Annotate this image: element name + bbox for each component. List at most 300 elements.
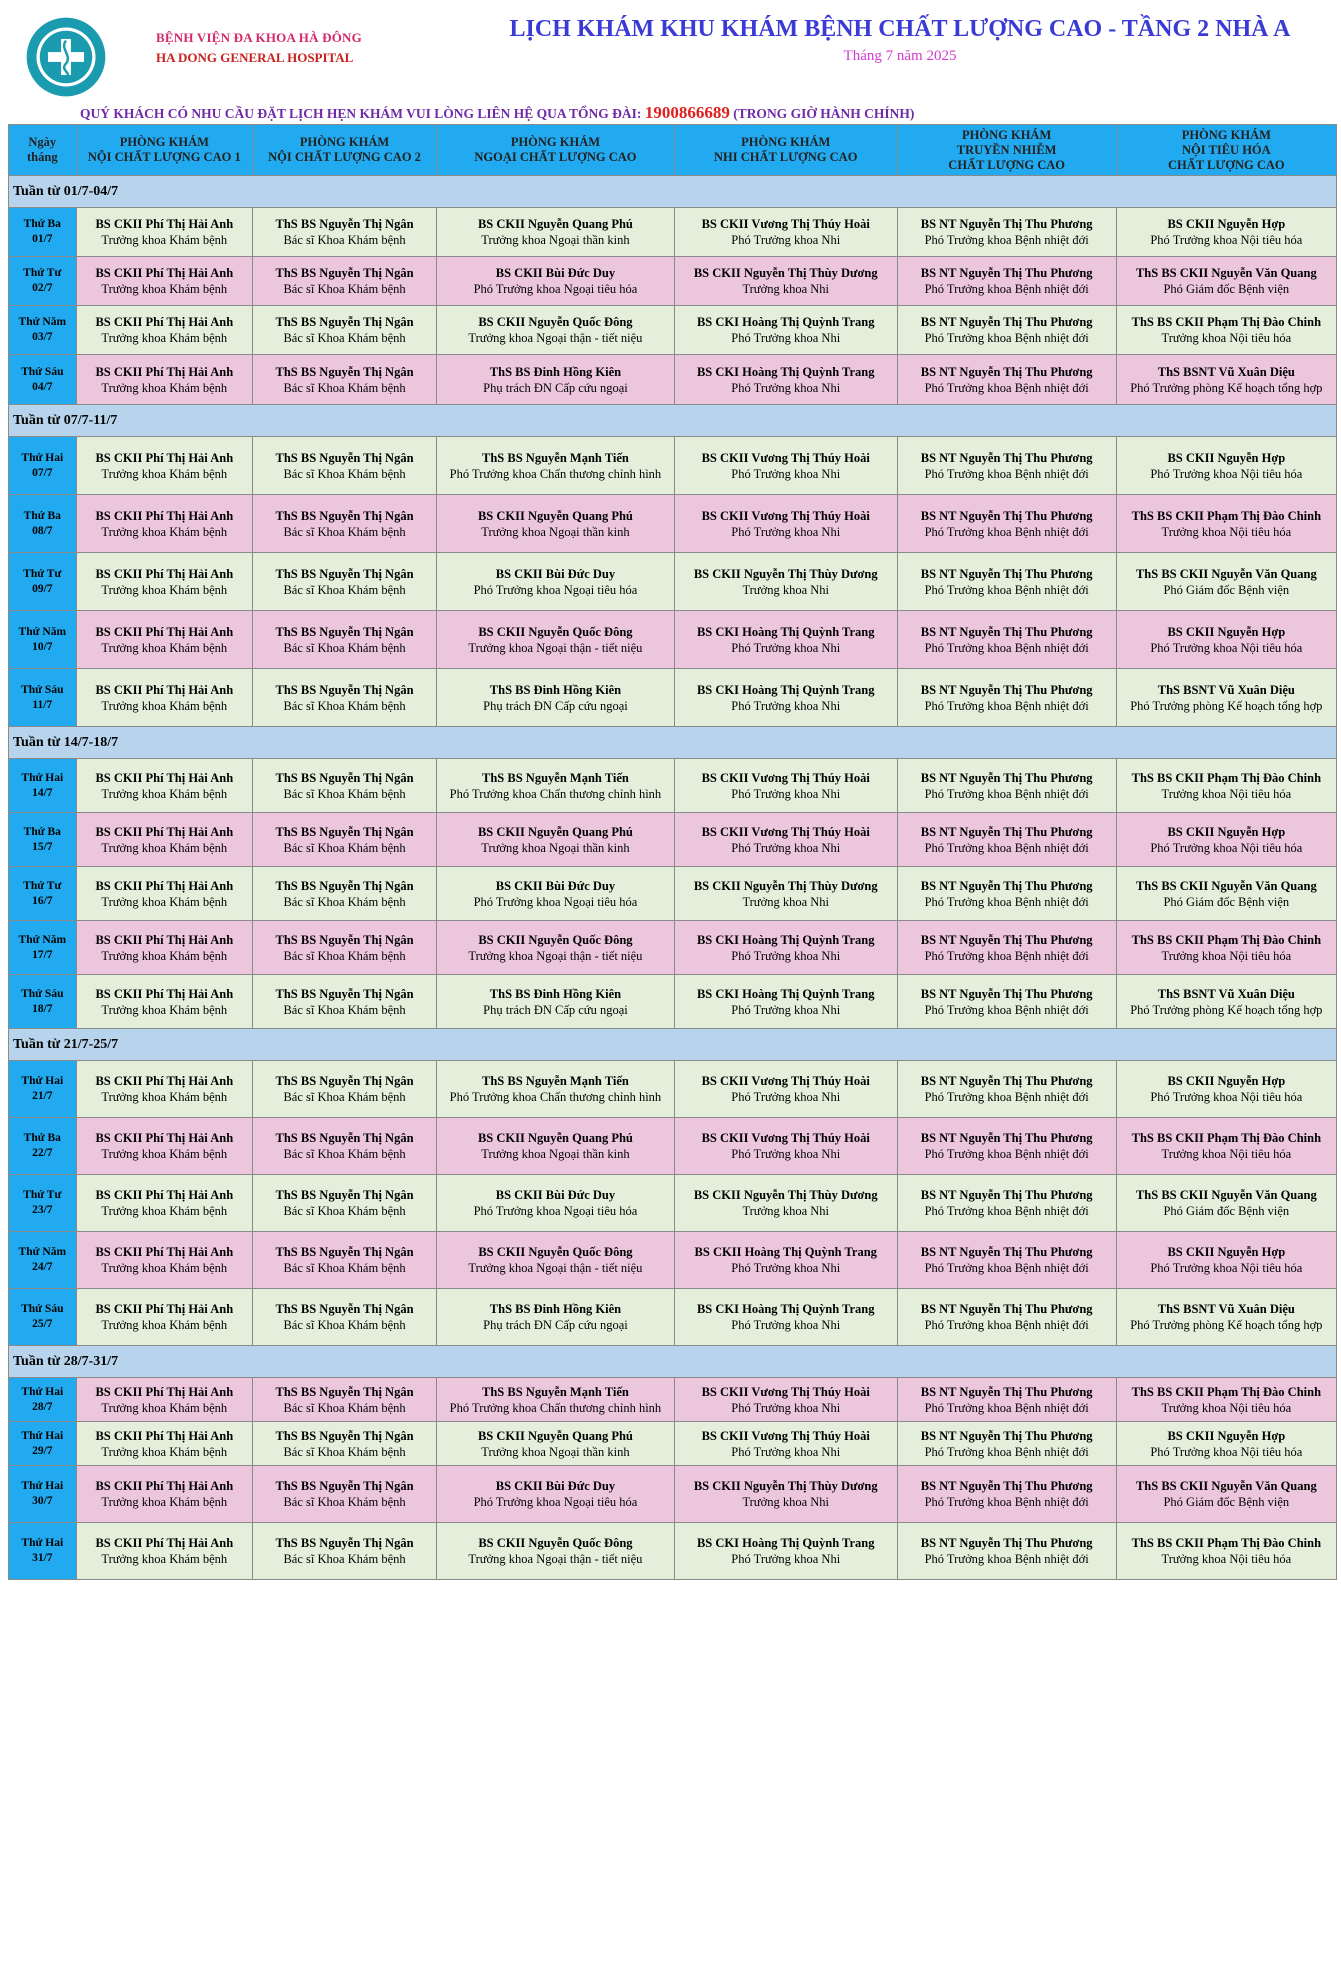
doctor-cell	[76, 611, 252, 669]
doctor-cell	[437, 1232, 675, 1289]
doctor-cell	[897, 1061, 1116, 1118]
doctor-title: Bác sĩ Khoa Khám bệnh	[283, 524, 406, 539]
weekday-label: Thứ Sáu	[21, 683, 64, 696]
doctor-name: BS CKII Nguyễn Thị Thùy Dương	[693, 878, 878, 893]
doctor-title: Trưởng khoa Nhi	[742, 894, 829, 909]
page-title: LỊCH KHÁM KHU KHÁM BỆNH CHẤT LƯỢNG CAO - TẦNG 2 NHÀ A	[509, 16, 1291, 42]
doctor-title: Phụ trách ĐN Cấp cứu ngoại	[483, 1318, 628, 1332]
doctor-name: BS CKII Phí Thị Hải Anh	[95, 986, 234, 1001]
doctor-title: Phó Trưởng khoa Bệnh nhiệt đới	[924, 1147, 1089, 1161]
doctor-title: Trưởng khoa Khám bệnh	[101, 1318, 228, 1332]
doctor-name: BS CKII Nguyễn Quang Phú	[477, 1131, 633, 1145]
column-header-line: PHÒNG KHÁM	[119, 135, 209, 149]
booking-notice	[80, 103, 914, 123]
doctor-name: BS CKII Nguyễn Hợp	[1167, 624, 1286, 639]
doctor-title: Phó Trưởng khoa Nhi	[731, 1400, 841, 1415]
doctor-title: Bác sĩ Khoa Khám bệnh	[283, 466, 406, 481]
doctor-cell	[437, 1466, 675, 1523]
doctor-name: ThS BS CKII Phạm Thị Đào Chinh	[1131, 315, 1322, 329]
doctor-name: ThS BS Nguyễn Thị Ngân	[275, 624, 414, 639]
doctor-cell	[437, 437, 675, 495]
doctor-cell	[76, 1118, 252, 1175]
date-label: 14/7	[32, 786, 53, 799]
table-row	[9, 759, 1337, 813]
doctor-title: Trưởng khoa Ngoại thận - tiết niệu	[468, 640, 643, 655]
doctor-cell	[76, 975, 252, 1029]
doctor-cell	[76, 1523, 252, 1580]
doctor-title: Trưởng khoa Ngoại thận - tiết niệu	[468, 948, 643, 963]
doctor-title: Bác sĩ Khoa Khám bệnh	[283, 1204, 406, 1218]
doctor-name: ThS BS Nguyễn Thị Ngân	[275, 770, 414, 785]
doctor-cell	[76, 1378, 252, 1422]
doctor-name: BS CKII Phí Thị Hải Anh	[95, 824, 234, 839]
doctor-name: BS CKI Hoàng Thị Quỳnh Trang	[696, 624, 875, 639]
doctor-cell	[674, 1289, 897, 1346]
doctor-name: ThS BS Nguyễn Thị Ngân	[275, 364, 414, 379]
doctor-name: BS CKII Phí Thị Hải Anh	[95, 217, 234, 231]
doctor-cell	[1116, 257, 1336, 306]
doctor-name: BS CKII Nguyễn Quốc Đông	[478, 315, 633, 329]
doctor-name: ThS BS CKII Phạm Thị Đào Chinh	[1131, 1384, 1322, 1399]
table-row	[9, 355, 1337, 405]
doctor-cell	[897, 867, 1116, 921]
doctor-cell	[437, 759, 675, 813]
doctor-name: BS NT Nguyễn Thị Thu Phương	[920, 1131, 1093, 1145]
doctor-cell	[674, 921, 897, 975]
doctor-cell	[253, 355, 437, 405]
doctor-title: Bác sĩ Khoa Khám bệnh	[283, 1002, 406, 1017]
doctor-title: Trưởng khoa Khám bệnh	[101, 331, 228, 345]
date-label: 01/7	[32, 233, 53, 245]
doctor-title: Phó Trưởng khoa Bệnh nhiệt đới	[924, 1552, 1089, 1566]
day-cell	[9, 1523, 77, 1580]
doctor-title: Bác sĩ Khoa Khám bệnh	[283, 894, 406, 909]
doctor-name: BS NT Nguyễn Thị Thu Phương	[920, 682, 1093, 697]
doctor-title: Phó Trưởng khoa Bệnh nhiệt đới	[924, 282, 1089, 296]
date-label: 03/7	[32, 331, 53, 343]
doctor-title: Phó Trưởng khoa Bệnh nhiệt đới	[924, 1444, 1089, 1459]
doctor-cell	[897, 495, 1116, 553]
doctor-name: ThS BS CKII Phạm Thị Đào Chinh	[1131, 1131, 1322, 1145]
doctor-title: Trưởng khoa Ngoại thận - tiết niệu	[468, 331, 643, 345]
table-row	[9, 1523, 1337, 1580]
doctor-name: ThS BS CKII Phạm Thị Đào Chinh	[1131, 508, 1322, 523]
doctor-title: Trưởng khoa Khám bệnh	[101, 1147, 228, 1161]
doctor-title: Phó Trưởng khoa Bệnh nhiệt đới	[924, 786, 1089, 801]
doctor-name: ThS BS Nguyễn Thị Ngân	[275, 1384, 414, 1399]
doctor-cell	[897, 1422, 1116, 1466]
week-label: Tuần từ 14/7-18/7	[9, 727, 1337, 759]
weekday-label: Thứ Tư	[23, 267, 62, 279]
doctor-title: Phó Trưởng khoa Bệnh nhiệt đới	[924, 466, 1089, 481]
weekday-label: Thứ Hai	[21, 1075, 64, 1087]
doctor-cell	[674, 495, 897, 553]
doctor-cell	[1116, 1523, 1336, 1580]
doctor-title: Phó Trưởng khoa Nhi	[731, 948, 841, 963]
doctor-name: ThS BS CKII Nguyễn Văn Quang	[1135, 266, 1317, 280]
doctor-cell	[253, 611, 437, 669]
doctor-name: ThS BS Nguyễn Thị Ngân	[275, 1428, 414, 1443]
doctor-name: BS CKII Bùi Đức Duy	[495, 878, 616, 893]
doctor-name: BS CKII Phí Thị Hải Anh	[95, 1131, 234, 1145]
doctor-cell	[1116, 553, 1336, 611]
doctor-name: BS NT Nguyễn Thị Thu Phương	[920, 364, 1093, 379]
column-header-line: CHẤT LƯỢNG CAO	[1167, 157, 1285, 172]
table-row	[9, 1175, 1337, 1232]
day-cell	[9, 306, 77, 355]
doctor-cell	[437, 611, 675, 669]
doctor-cell	[897, 1466, 1116, 1523]
doctor-name: ThS BS Đinh Hồng Kiên	[489, 682, 622, 697]
doctor-cell	[253, 1466, 437, 1523]
doctor-title: Phó Trưởng khoa Nhi	[731, 1147, 841, 1161]
doctor-cell	[437, 1378, 675, 1422]
doctor-cell	[897, 1378, 1116, 1422]
doctor-cell	[437, 553, 675, 611]
column-header-line: PHÒNG KHÁM	[299, 135, 390, 149]
doctor-cell	[1116, 437, 1336, 495]
doctor-cell	[897, 1118, 1116, 1175]
doctor-cell	[897, 208, 1116, 257]
doctor-cell	[437, 257, 675, 306]
doctor-cell	[253, 1289, 437, 1346]
doctor-cell	[76, 867, 252, 921]
date-label: 17/7	[32, 948, 53, 961]
doctor-title: Phó Trưởng phòng Kế hoạch tổng hợp	[1130, 380, 1323, 395]
doctor-name: BS NT Nguyễn Thị Thu Phương	[920, 1245, 1093, 1259]
doctor-title: Phó Trưởng khoa Nhi	[731, 1318, 841, 1332]
schedule-table	[8, 124, 1337, 1580]
doctor-title: Trưởng khoa Nội tiêu hóa	[1161, 948, 1292, 963]
doctor-title: Phó Trưởng khoa Bệnh nhiệt đới	[924, 894, 1089, 909]
doctor-name: ThS BS Đinh Hồng Kiên	[489, 986, 622, 1001]
doctor-cell	[897, 355, 1116, 405]
doctor-name: BS NT Nguyễn Thị Thu Phương	[920, 217, 1093, 231]
doctor-name: BS CKII Nguyễn Quang Phú	[477, 508, 633, 523]
day-cell	[9, 611, 77, 669]
doctor-name: BS CKII Vương Thị Thúy Hoài	[701, 217, 870, 231]
doctor-cell	[437, 1289, 675, 1346]
doctor-title: Trưởng khoa Khám bệnh	[101, 1090, 228, 1104]
doctor-title: Phó Trưởng khoa Nhi	[731, 524, 841, 539]
doctor-title: Bác sĩ Khoa Khám bệnh	[283, 380, 406, 395]
doctor-cell	[76, 208, 252, 257]
doctor-cell	[674, 1061, 897, 1118]
doctor-name: ThS BS CKII Nguyễn Văn Quang	[1135, 1188, 1317, 1202]
doctor-title: Trưởng khoa Khám bệnh	[101, 1552, 228, 1566]
table-row	[9, 1232, 1337, 1289]
doctor-title: Trưởng khoa Khám bệnh	[101, 380, 228, 395]
table-row	[9, 306, 1337, 355]
day-cell	[9, 921, 77, 975]
day-cell	[9, 1175, 77, 1232]
doctor-name: BS CKII Phí Thị Hải Anh	[95, 566, 234, 581]
doctor-cell	[897, 437, 1116, 495]
doctor-name: BS NT Nguyễn Thị Thu Phương	[920, 878, 1093, 893]
doctor-name: BS NT Nguyễn Thị Thu Phương	[920, 932, 1093, 947]
date-label: 11/7	[32, 698, 53, 711]
doctor-cell	[1116, 306, 1336, 355]
doctor-name: BS CKII Phí Thị Hải Anh	[95, 1302, 234, 1316]
doctor-cell	[674, 867, 897, 921]
doctor-cell	[1116, 867, 1336, 921]
table-row	[9, 495, 1337, 553]
doctor-title: Trưởng khoa Nội tiêu hóa	[1161, 786, 1292, 801]
weekday-label: Thứ Năm	[18, 625, 67, 638]
table-row	[9, 669, 1337, 727]
doctor-title: Phó Giám đốc Bệnh viện	[1163, 1204, 1290, 1218]
doctor-title: Trưởng khoa Khám bệnh	[101, 1002, 228, 1017]
doctor-title: Trưởng khoa Nhi	[742, 1495, 829, 1509]
weekday-label: Thứ Năm	[18, 316, 67, 328]
doctor-name: ThS BSNT Vũ Xuân Diệu	[1157, 986, 1295, 1001]
day-cell	[9, 1422, 77, 1466]
doctor-title: Phó Giám đốc Bệnh viện	[1163, 1495, 1290, 1509]
doctor-name: BS NT Nguyễn Thị Thu Phương	[920, 1479, 1093, 1493]
table-row	[9, 553, 1337, 611]
doctor-name: BS CKI Hoàng Thị Quỳnh Trang	[696, 682, 875, 697]
weekday-label: Thứ Sáu	[21, 1303, 64, 1315]
doctor-title: Phó Trưởng khoa Chấn thương chỉnh hình	[449, 466, 662, 481]
weekday-label: Thứ Hai	[21, 771, 64, 784]
doctor-title: Phó Trưởng khoa Nhi	[731, 1002, 841, 1017]
doctor-name: ThS BS Nguyễn Thị Ngân	[275, 1074, 414, 1088]
doctor-title: Phó Trưởng khoa Nội tiêu hóa	[1150, 466, 1303, 481]
doctor-cell	[437, 495, 675, 553]
doctor-title: Bác sĩ Khoa Khám bệnh	[283, 582, 406, 597]
date-label: 25/7	[32, 1318, 53, 1330]
doctor-title: Trưởng khoa Nhi	[742, 582, 829, 597]
doctor-title: Phó Trưởng khoa Nhi	[731, 1261, 841, 1275]
doctor-cell	[1116, 1289, 1336, 1346]
table-row	[9, 611, 1337, 669]
doctor-name: ThS BS Nguyễn Thị Ngân	[275, 878, 414, 893]
doctor-cell	[76, 669, 252, 727]
weekday-label: Thứ Hai	[21, 1385, 64, 1398]
doctor-name: BS CKII Nguyễn Thị Thùy Dương	[693, 1188, 878, 1202]
date-label: 08/7	[32, 524, 53, 537]
doctor-title: Trưởng khoa Ngoại thần kinh	[481, 524, 630, 539]
doctor-name: BS CKII Phí Thị Hải Anh	[95, 878, 234, 893]
doctor-name: BS NT Nguyễn Thị Thu Phương	[920, 824, 1093, 839]
doctor-title: Phó Trưởng khoa Chấn thương chỉnh hình	[449, 786, 662, 801]
day-cell	[9, 975, 77, 1029]
column-header-line: NGOẠI CHẤT LƯỢNG CAO	[474, 150, 637, 164]
hospital-logo-icon	[25, 16, 107, 98]
doctor-name: BS CKII Phí Thị Hải Anh	[95, 1245, 234, 1259]
doctor-name: BS CKII Vương Thị Thúy Hoài	[701, 1074, 870, 1088]
doctor-title: Phó Trưởng khoa Bệnh nhiệt đới	[924, 1495, 1089, 1509]
doctor-cell	[253, 1118, 437, 1175]
week-header-row	[9, 1029, 1337, 1061]
doctor-name: BS NT Nguyễn Thị Thu Phương	[920, 566, 1093, 581]
doctor-title: Phó Trưởng khoa Nhi	[731, 1444, 841, 1459]
doctor-title: Phó Trưởng khoa Nội tiêu hóa	[1150, 1444, 1303, 1459]
doctor-name: BS CKII Nguyễn Hợp	[1167, 217, 1286, 231]
doctor-name: BS CKII Vương Thị Thúy Hoài	[701, 450, 870, 465]
doctor-cell	[437, 975, 675, 1029]
day-cell	[9, 1378, 77, 1422]
weekday-label: Thứ Tư	[23, 1189, 62, 1201]
doctor-title: Phó Trưởng khoa Nội tiêu hóa	[1150, 1261, 1303, 1275]
column-header-room-4	[674, 125, 897, 176]
doctor-name: ThS BS Nguyễn Mạnh Tiến	[482, 450, 629, 465]
doctor-cell	[674, 1118, 897, 1175]
doctor-cell	[674, 975, 897, 1029]
doctor-name: ThS BSNT Vũ Xuân Diệu	[1157, 1302, 1295, 1316]
doctor-title: Phó Trưởng khoa Nhi	[731, 786, 841, 801]
doctor-name: ThS BS Nguyễn Thị Ngân	[275, 266, 414, 280]
table-row	[9, 1118, 1337, 1175]
doctor-name: ThS BS Nguyễn Thị Ngân	[275, 217, 414, 231]
week-label: Tuần từ 21/7-25/7	[9, 1029, 1337, 1061]
doctor-cell	[437, 306, 675, 355]
doctor-name: BS CKII Vương Thị Thúy Hoài	[701, 770, 870, 785]
doctor-title: Trưởng khoa Ngoại thần kinh	[481, 1444, 630, 1459]
doctor-title: Trưởng khoa Khám bệnh	[101, 1204, 228, 1218]
doctor-name: BS CKII Nguyễn Quốc Đông	[478, 1536, 633, 1550]
day-cell	[9, 553, 77, 611]
doctor-name: BS NT Nguyễn Thị Thu Phương	[920, 450, 1093, 465]
doctor-name: BS CKII Nguyễn Quang Phú	[477, 217, 633, 231]
table-row	[9, 1378, 1337, 1422]
doctor-title: Phó Trưởng khoa Nội tiêu hóa	[1150, 233, 1303, 247]
doctor-name: BS CKII Phí Thị Hải Anh	[95, 1384, 234, 1399]
doctor-name: BS CKI Hoàng Thị Quỳnh Trang	[696, 986, 875, 1001]
doctor-title: Bác sĩ Khoa Khám bệnh	[283, 1495, 406, 1509]
doctor-title: Phó Trưởng khoa Ngoại tiêu hóa	[473, 894, 638, 909]
week-label: Tuần từ 01/7-04/7	[9, 176, 1337, 208]
doctor-title: Trưởng khoa Nhi	[742, 282, 829, 296]
doctor-cell	[1116, 611, 1336, 669]
doctor-title: Phó Trưởng khoa Ngoại tiêu hóa	[473, 282, 638, 296]
doctor-title: Bác sĩ Khoa Khám bệnh	[283, 640, 406, 655]
doctor-title: Phó Trưởng khoa Ngoại tiêu hóa	[473, 582, 638, 597]
doctor-cell	[76, 437, 252, 495]
date-label: 23/7	[32, 1204, 53, 1216]
doctor-cell	[897, 1232, 1116, 1289]
date-label: 04/7	[32, 380, 53, 393]
doctor-cell	[674, 208, 897, 257]
doctor-name: ThS BS CKII Phạm Thị Đào Chinh	[1131, 932, 1322, 947]
doctor-title: Phó Trưởng khoa Bệnh nhiệt đới	[924, 233, 1089, 247]
doctor-title: Bác sĩ Khoa Khám bệnh	[283, 948, 406, 963]
doctor-name: BS CKII Nguyễn Quốc Đông	[478, 624, 633, 639]
doctor-title: Trưởng khoa Khám bệnh	[101, 1444, 228, 1459]
doctor-cell	[76, 813, 252, 867]
date-label: 16/7	[32, 894, 53, 907]
doctor-name: ThS BS Nguyễn Thị Ngân	[275, 450, 414, 465]
doctor-name: BS CKII Nguyễn Quang Phú	[477, 1428, 633, 1443]
doctor-title: Phó Trưởng khoa Nhi	[731, 640, 841, 655]
doctor-cell	[674, 1466, 897, 1523]
day-cell	[9, 1118, 77, 1175]
doctor-cell	[897, 257, 1116, 306]
day-cell	[9, 257, 77, 306]
doctor-title: Bác sĩ Khoa Khám bệnh	[283, 282, 406, 296]
doctor-name: BS CKII Nguyễn Hợp	[1167, 1245, 1286, 1259]
table-row	[9, 1422, 1337, 1466]
doctor-cell	[253, 1422, 437, 1466]
doctor-cell	[674, 759, 897, 813]
doctor-cell	[674, 1422, 897, 1466]
weekday-label: Thứ Ba	[23, 509, 61, 522]
doctor-name: BS CKII Nguyễn Hợp	[1167, 1074, 1286, 1088]
column-header-room-2	[253, 125, 437, 176]
weekday-label: Thứ Hai	[21, 451, 64, 464]
doctor-cell	[253, 975, 437, 1029]
doctor-cell	[674, 1523, 897, 1580]
doctor-cell	[76, 1466, 252, 1523]
doctor-cell	[253, 813, 437, 867]
week-header-row	[9, 727, 1337, 759]
doctor-name: BS NT Nguyễn Thị Thu Phương	[920, 1428, 1093, 1443]
doctor-name: BS CKII Phí Thị Hải Anh	[95, 932, 234, 947]
doctor-name: ThS BS Nguyễn Thị Ngân	[275, 315, 414, 329]
doctor-name: ThS BS Nguyễn Thị Ngân	[275, 1188, 414, 1202]
notice-prefix: QUÝ KHÁCH CÓ NHU CẦU ĐẶT LỊCH HẸN KHÁM VUI LÒNG LIÊN HỆ QUA TỔNG ĐÀI:	[80, 106, 642, 121]
doctor-name: BS CKII Nguyễn Hợp	[1167, 824, 1286, 839]
doctor-cell	[76, 1289, 252, 1346]
doctor-name: BS CKII Nguyễn Hợp	[1167, 1428, 1286, 1443]
weekday-label: Thứ Sáu	[21, 987, 64, 1000]
doctor-cell	[253, 867, 437, 921]
day-cell	[9, 813, 77, 867]
hospital-name-vn: BỆNH VIỆN ĐA KHOA HÀ ĐÔNG	[156, 30, 362, 45]
doctor-cell	[1116, 1422, 1336, 1466]
notice-suffix: (TRONG GIỜ HÀNH CHÍNH)	[733, 106, 915, 121]
doctor-name: ThS BS Nguyễn Thị Ngân	[275, 824, 414, 839]
column-header-line: PHÒNG KHÁM	[510, 135, 601, 149]
doctor-name: BS NT Nguyễn Thị Thu Phương	[920, 266, 1093, 280]
doctor-title: Bác sĩ Khoa Khám bệnh	[283, 1147, 406, 1161]
doctor-name: BS CKI Hoàng Thị Quỳnh Trang	[696, 1536, 875, 1550]
column-header-line: tháng	[27, 150, 58, 164]
doctor-cell	[674, 1378, 897, 1422]
doctor-cell	[1116, 495, 1336, 553]
doctor-title: Phó Trưởng khoa Ngoại tiêu hóa	[473, 1204, 638, 1218]
doctor-title: Trưởng khoa Ngoại thần kinh	[481, 1147, 630, 1161]
doctor-title: Trưởng khoa Khám bệnh	[101, 698, 228, 713]
doctor-cell	[253, 553, 437, 611]
doctor-title: Phó Giám đốc Bệnh viện	[1163, 282, 1290, 296]
doctor-name: BS CKII Phí Thị Hải Anh	[95, 266, 234, 280]
doctor-name: ThS BSNT Vũ Xuân Diệu	[1157, 364, 1295, 379]
doctor-cell	[897, 1175, 1116, 1232]
date-label: 15/7	[32, 840, 53, 853]
doctor-name: BS NT Nguyễn Thị Thu Phương	[920, 1536, 1093, 1550]
doctor-title: Bác sĩ Khoa Khám bệnh	[283, 786, 406, 801]
doctor-title: Trưởng khoa Nội tiêu hóa	[1161, 1147, 1292, 1161]
doctor-cell	[674, 355, 897, 405]
hospital-name-en: HA DONG GENERAL HOSPITAL	[156, 50, 354, 65]
doctor-title: Trưởng khoa Nhi	[742, 1204, 829, 1218]
doctor-cell	[897, 669, 1116, 727]
doctor-cell	[1116, 921, 1336, 975]
doctor-cell	[253, 921, 437, 975]
column-header-room-5	[897, 125, 1116, 176]
doctor-name: BS CKII Phí Thị Hải Anh	[95, 1479, 234, 1493]
doctor-cell	[437, 208, 675, 257]
day-cell	[9, 437, 77, 495]
hotline-number[interactable]: 1900866689	[644, 103, 730, 122]
doctor-cell	[253, 257, 437, 306]
table-row	[9, 1466, 1337, 1523]
doctor-cell	[674, 669, 897, 727]
column-header-line: PHÒNG KHÁM	[1181, 127, 1271, 142]
weekday-label: Thứ Ba	[23, 825, 61, 838]
doctor-title: Trưởng khoa Khám bệnh	[101, 1261, 228, 1275]
